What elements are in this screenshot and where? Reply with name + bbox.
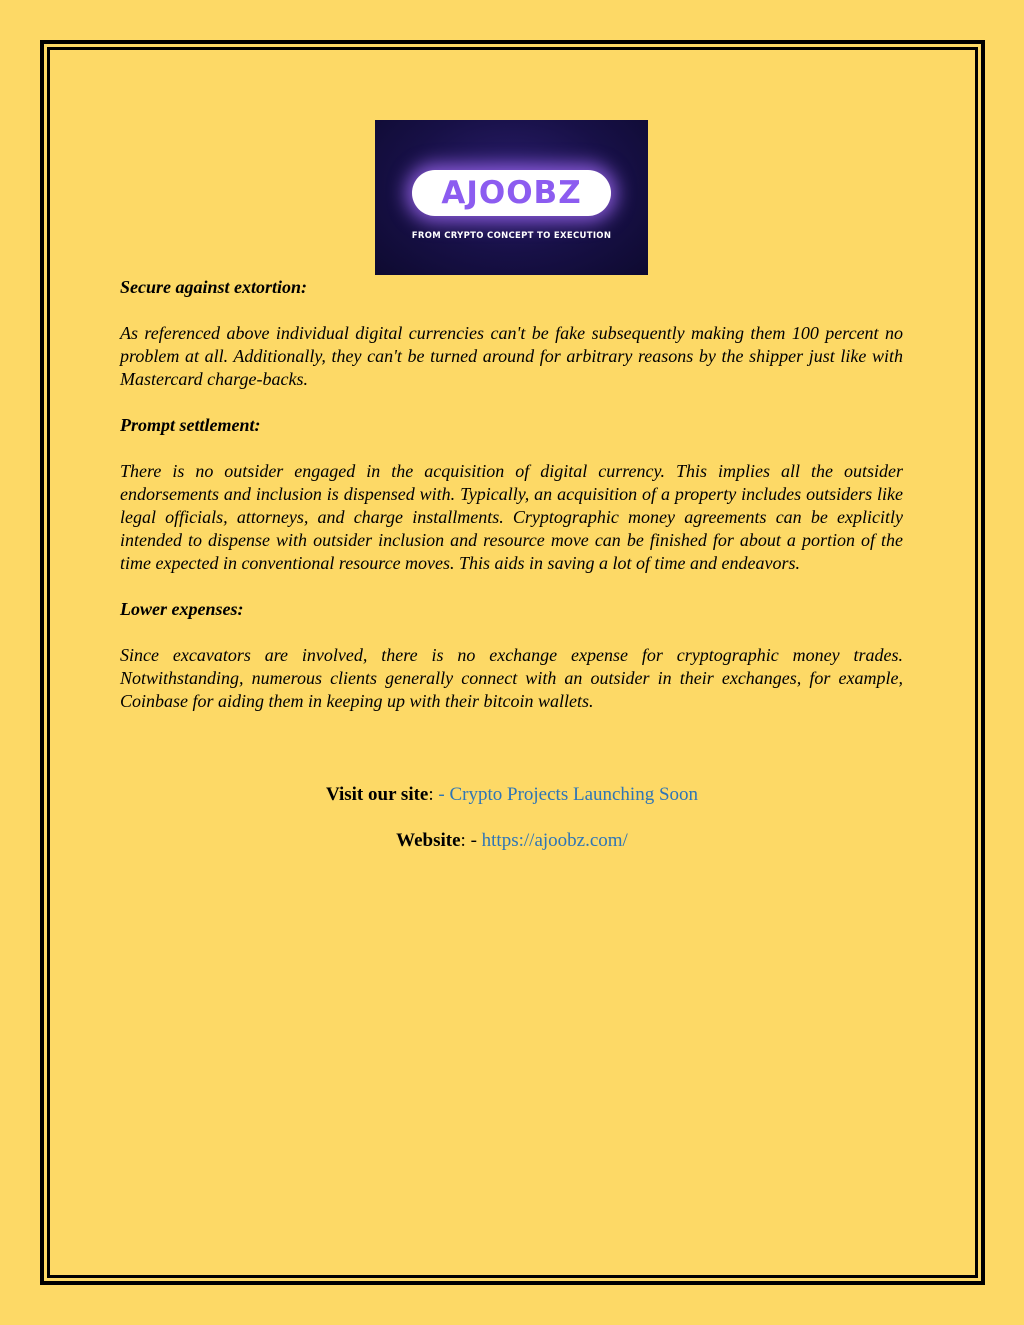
logo-wordmark: AJOOBZ: [441, 174, 582, 211]
section-text-expenses: Since excavators are involved, there is no exchange expense for cryptographic money trades. Notwithstanding, numerous clients generally connect with an outsider in their exchanges, for example, Coinbase for aiding them in keeping up with their bitcoin wallets.: [120, 645, 903, 711]
article-body: [120, 276, 903, 713]
ajoobz-logo: [375, 120, 648, 275]
website-label: Website: [396, 830, 461, 851]
logo-tagline: FROM CRYPTO CONCEPT TO EXECUTION: [411, 231, 612, 241]
section-heading-settlement: Prompt settlement:: [120, 415, 261, 435]
section-text-extortion: As referenced above individual digital currencies can't be fake subsequently making them 100 percent no problem at all. Additionally, they can't be turned around for arbitrary reasons by the shipper just like with Mastercard charge-backs.: [120, 323, 903, 389]
section-heading-expenses: Lower expenses:: [120, 599, 244, 619]
crypto-projects-link[interactable]: - Crypto Projects Launching Soon: [433, 784, 699, 805]
website-line: [0, 829, 1024, 852]
website-url-link[interactable]: https://ajoobz.com/: [481, 830, 628, 851]
logo-wordmark-pill: [412, 170, 611, 216]
visit-site-line: [0, 783, 1024, 806]
section-text-settlement: There is no outsider engaged in the acquisition of digital currency. This implies all the outsider endorsements and inclusion is dispensed with. Typically, an acquisition of a property includes outsiders like legal officials, attorneys, and charge installments. Cryptographic money agreements can be explicitly intended to dispense with outsider inclusion and resource move can be finished for about a portion of the time expected in conventional resource moves. This aids in saving a lot of time and endeavors.: [120, 461, 903, 573]
section-heading-extortion: Secure against extortion:: [120, 277, 308, 297]
visit-site-label: Visit our site: [325, 784, 429, 805]
website-separator: : -: [460, 830, 482, 851]
visit-site-separator: :: [428, 784, 434, 805]
